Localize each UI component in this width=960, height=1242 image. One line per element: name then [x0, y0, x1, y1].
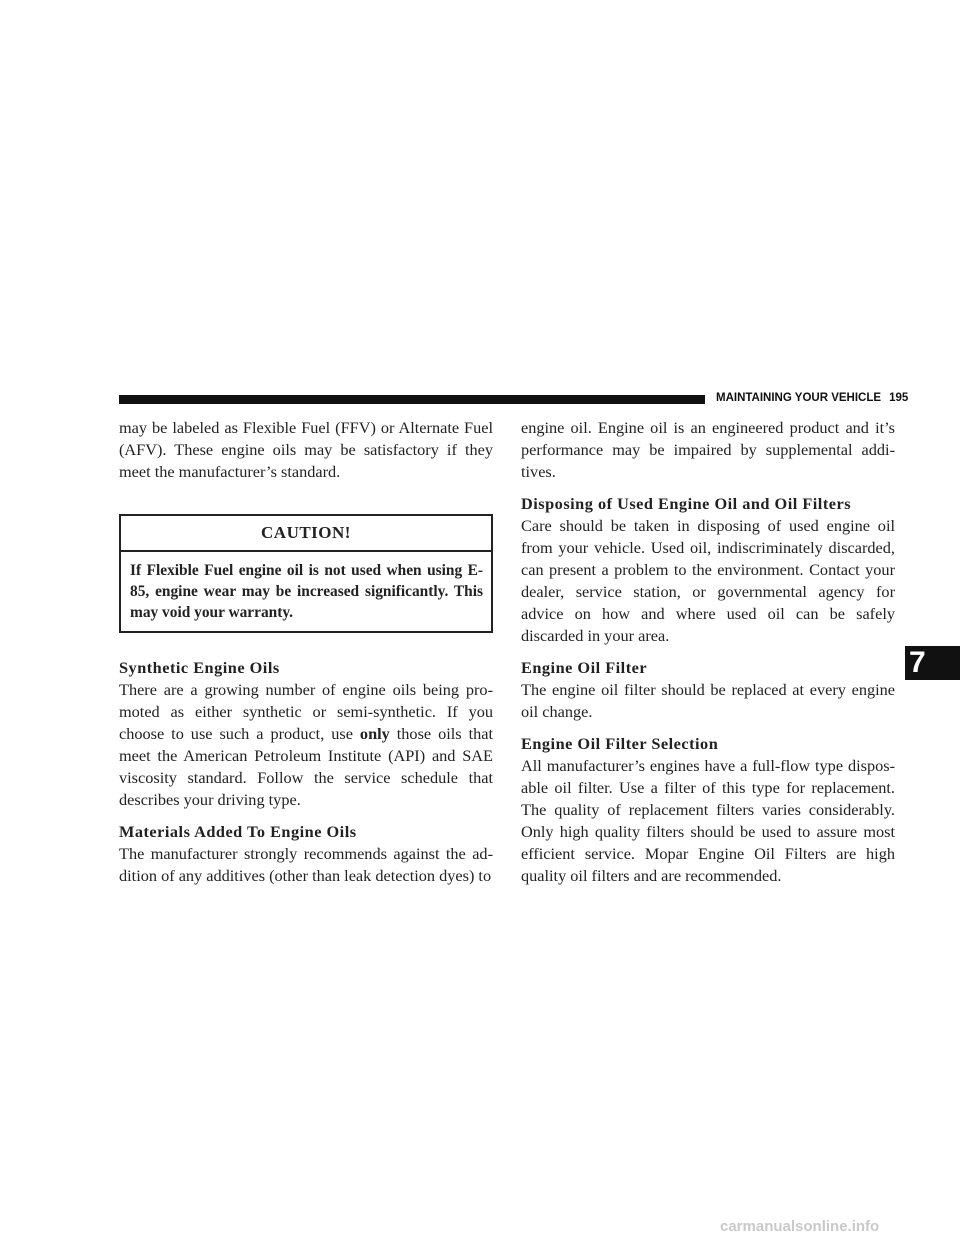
- synthetic-text-b: those oils that meet the American Petroleum Institute (API) and SAE viscosity standard. Follow the service schedule that describes your driving type.: [119, 724, 493, 809]
- caution-box: [119, 514, 493, 633]
- chapter-tab: 7: [905, 646, 960, 680]
- page-header: [716, 392, 909, 408]
- filter-heading: Engine Oil Filter: [521, 658, 648, 677]
- materials-paragraph: The manufacturer strongly recommends against the ad-dition of any additives (other than leak detection dyes) to: [119, 844, 493, 885]
- disposing-heading: Disposing of Used Engine Oil and Oil Filters: [521, 494, 852, 513]
- watermark: carmanualsonline.info: [720, 1218, 880, 1235]
- left-column: [119, 417, 493, 887]
- filter-paragraph: The engine oil filter should be replaced at every engine oil change.: [521, 680, 895, 721]
- right-column: [521, 417, 895, 887]
- intro-paragraph: may be labeled as Flexible Fuel (FFV) or Alternate Fuel (AFV). These engine oils may be satisfactory if they meet the manufacturer’s standard.: [119, 418, 493, 481]
- caution-title: CAUTION!: [121, 516, 491, 552]
- header-rule: [119, 395, 705, 404]
- synthetic-text-a: There are a growing number of engine oils being pro-moted as either synthetic or semi-synthetic. If you choose to use such a product, use: [119, 680, 493, 743]
- page-number: 195: [889, 392, 909, 404]
- continued-paragraph: engine oil. Engine oil is an engineered product and it’s performance may be impaired by supplemental addi-tives.: [521, 418, 895, 481]
- disposing-paragraph: Care should be taken in disposing of used engine oil from your vehicle. Used oil, indiscriminately discarded, can present a problem to the environment. Contact your dealer, service station, or governmental agency for advice on how and where used oil can be safely discarded in your area.: [521, 516, 895, 645]
- selection-paragraph: All manufacturer’s engines have a full-flow type dispos-able oil filter. Use a filter of this type for replacement. The quality of replacement filters varies considerably. Only high quality filters should be used to assure most efficient service. Mopar Engine Oil Filters are high quality oil filters and are recommended.: [521, 756, 895, 885]
- materials-heading: Materials Added To Engine Oils: [119, 822, 357, 841]
- synthetic-emphasis: only: [359, 724, 390, 743]
- caution-text: If Flexible Fuel engine oil is not used when using E-85, engine wear may be increased significantly. This may void your warranty.: [130, 562, 483, 621]
- synthetic-heading: Synthetic Engine Oils: [119, 658, 280, 677]
- section-title: MAINTAINING YOUR VEHICLE: [716, 392, 882, 404]
- selection-heading: Engine Oil Filter Selection: [521, 734, 719, 753]
- synthetic-paragraph: [119, 679, 493, 811]
